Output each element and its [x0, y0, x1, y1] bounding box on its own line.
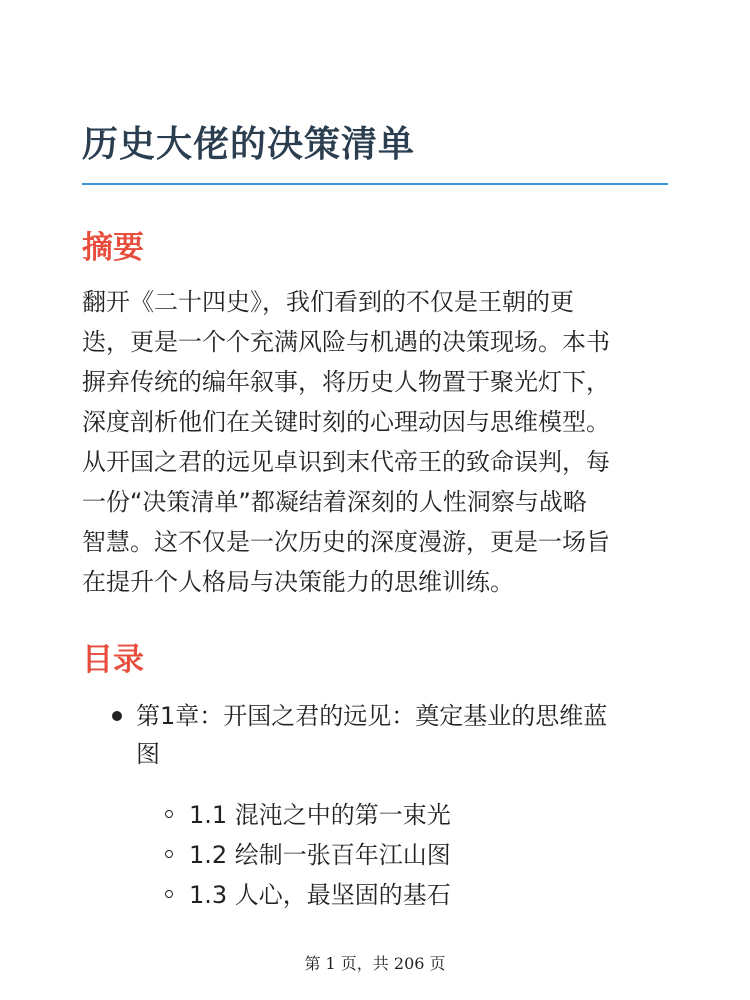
summary-line: 摒弃传统的编年叙事，将历史人物置于聚光灯下， [82, 368, 610, 396]
hollow-bullet-icon [165, 890, 173, 898]
summary-line: 在提升个人格局与决策能力的思维训练。 [82, 568, 514, 596]
toc-subitem [82, 795, 668, 835]
toc-subitem [82, 835, 668, 875]
toc-subitem [82, 875, 668, 915]
chapter-title-line: 图 [136, 740, 160, 768]
toc-heading: 目录 [82, 642, 144, 678]
summary-heading: 摘要 [82, 230, 144, 266]
summary-line: 迭，更是一个个充满风险与机遇的决策现场。本书 [82, 328, 610, 356]
document-page [82, 0, 668, 1000]
toc-subitems [82, 795, 668, 915]
title-divider [82, 183, 668, 185]
hollow-bullet-icon [165, 850, 173, 858]
filled-bullet-icon [112, 711, 122, 721]
chapter-title-line: 第1章：开国之君的远见：奠定基业的思维蓝 [136, 702, 608, 730]
toc-subitem-label: 1.3 人心，最坚固的基石 [189, 881, 451, 909]
page-footer: 第 1 页，共 206 页 [304, 954, 446, 973]
summary-line: 翻开《二十四史》，我们看到的不仅是王朝的更 [82, 288, 574, 316]
summary-line: 从开国之君的远见卓识到末代帝王的致命误判，每 [82, 448, 610, 476]
toc-chapter-1 [82, 697, 668, 773]
toc-subitem-label: 1.2 绘制一张百年江山图 [189, 841, 451, 869]
table-of-contents [82, 697, 668, 915]
summary-line: 智慧。这不仅是一次历史的深度漫游，更是一场旨 [82, 528, 610, 556]
summary-line: 一份“决策清单”都凝结着深刻的人性洞察与战略 [82, 488, 587, 516]
toc-subitem-label: 1.1 混沌之中的第一束光 [189, 801, 451, 829]
hollow-bullet-icon [165, 810, 173, 818]
summary-line: 深度剖析他们在关键时刻的心理动因与思维模型。 [82, 408, 610, 436]
summary-paragraph [82, 282, 668, 602]
document-title: 历史大佬的决策清单 [82, 124, 416, 165]
